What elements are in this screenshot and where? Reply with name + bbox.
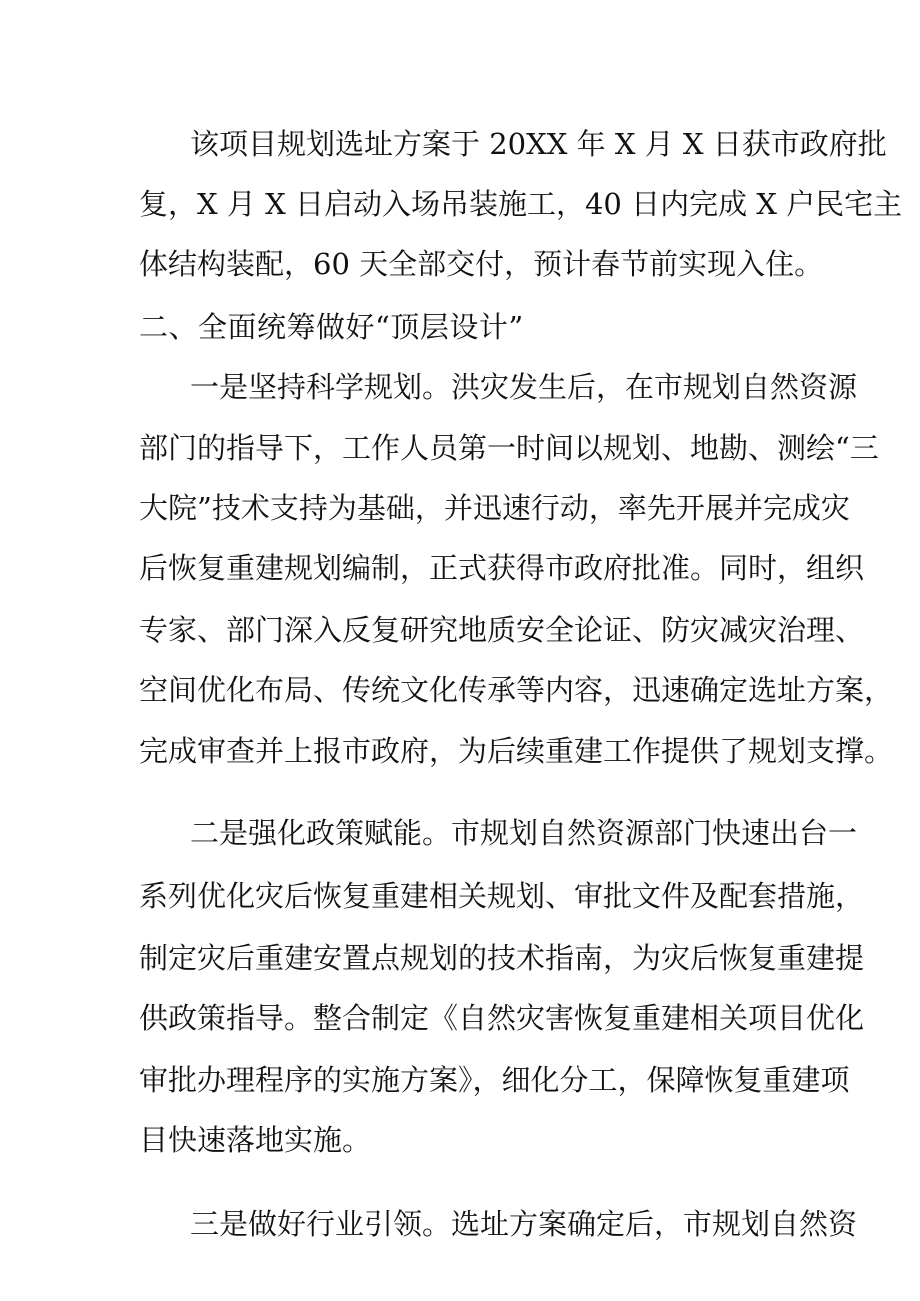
paragraph-line: 目快速落地实施。 (139, 1123, 372, 1157)
paragraph-line: 后恢复重建规划编制，正式获得市政府批准。同时，组织 (139, 551, 865, 585)
paragraph-line: 大院”技术支持为基础，并迅速行动，率先开展并完成灾 (139, 491, 850, 525)
paragraph-line: 专家、部门深入反复研究地质安全论证、防灾减灾治理、 (139, 613, 865, 647)
paragraph-line: 系列优化灾后恢复重建相关规划、审批文件及配套措施， (139, 879, 865, 913)
section-heading: 二、全面统筹做好“顶层设计” (139, 310, 524, 344)
paragraph-line: 部门的指导下，工作人员第一时间以规划、地勘、测绘“三 (139, 431, 879, 465)
paragraph-line: 复，X 月 X 日启动入场吊装施工，40 日内完成 X 户民宅主 (139, 187, 903, 221)
paragraph-line: 空间优化布局、传统文化传承等内容，迅速确定选址方案， (139, 673, 894, 707)
paragraph-line: 该项目规划选址方案于 20XX 年 X 月 X 日获市政府批 (190, 127, 887, 161)
paragraph-line: 二是强化政策赋能。市规划自然资源部门快速出台一 (190, 816, 858, 850)
paragraph-line: 制定灾后重建安置点规划的技术指南，为灾后恢复重建提 (139, 941, 865, 975)
paragraph-line: 供政策指导。整合制定《自然灾害恢复重建相关项目优化 (139, 1001, 865, 1035)
paragraph-line: 完成审查并上报市政府，为后续重建工作提供了规划支撑。 (139, 734, 894, 768)
paragraph-line: 审批办理程序的实施方案》，细化分工，保障恢复重建项 (139, 1063, 850, 1097)
paragraph-line: 一是坚持科学规划。洪灾发生后，在市规划自然资源 (190, 370, 858, 404)
paragraph-line: 体结构装配，60 天全部交付，预计春节前实现入住。 (139, 247, 824, 281)
paragraph-line: 三是做好行业引领。选址方案确定后，市规划自然资 (190, 1207, 858, 1241)
